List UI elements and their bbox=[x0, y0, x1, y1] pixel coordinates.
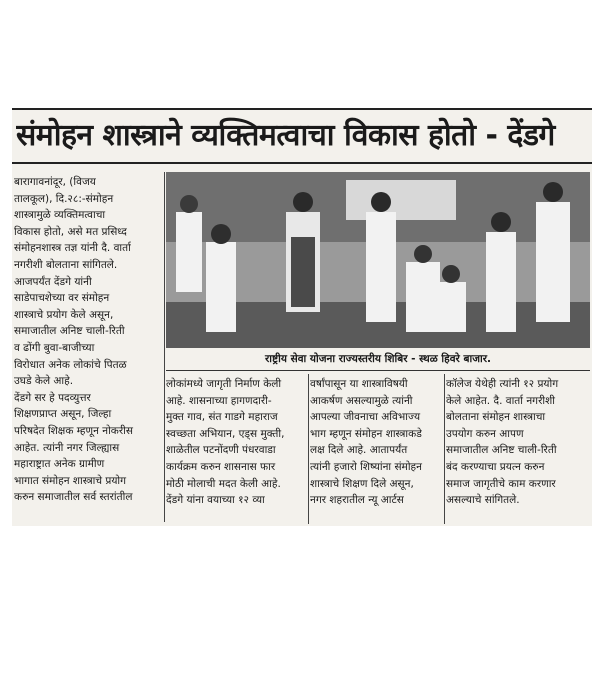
article-text-line: विरोधात अनेक लोकांचे पितळ bbox=[14, 358, 127, 371]
article-text-line: देंडगे सर हे पदव्युत्तर bbox=[14, 391, 91, 404]
article-column-4 bbox=[446, 376, 588, 509]
article-text-line: बंद करण्याचा प्रयत्न करुन bbox=[446, 460, 545, 473]
top-rule bbox=[12, 108, 592, 110]
article-text-line: साडेपाचशेच्या वर संमोहन bbox=[14, 292, 110, 305]
article-text-line: मुक्त गाव, संत गाडगे महाराज bbox=[166, 411, 278, 424]
article-text-line: आहेत. त्यांनी नगर जिल्ह्यास bbox=[14, 441, 120, 454]
article-text-line: समाजातील अनिष्ट चाली-रिती bbox=[446, 444, 557, 457]
article-text-line: शिक्षणप्राप्त असून, जिल्हा bbox=[14, 408, 112, 421]
article-column-1 bbox=[14, 174, 164, 506]
headline: संमोहन शास्त्राने व्यक्तिमत्वाचा विकास होतो - देंडगे bbox=[16, 118, 555, 153]
article-text-line: कॉलेज येथेही त्यांनी १२ प्रयोग bbox=[446, 378, 559, 390]
article-text-line: लोकांमध्ये जागृती निर्माण केली bbox=[166, 378, 282, 390]
article-text-line: समाज जागृतीचे काम करणार bbox=[446, 477, 556, 490]
article-text-line: बोलताना संमोहन शास्त्राचा bbox=[446, 411, 546, 424]
article-text-line: मोठी मोलाची मदत केली आहे. bbox=[166, 477, 281, 490]
article-text-line: केले आहेत. दै. वार्ता नगरीशी bbox=[446, 394, 555, 407]
article-text-line: तालकूल), दि.२८:-संमोहन bbox=[14, 192, 114, 205]
article-text-line: असल्याचे सांगितले. bbox=[446, 494, 520, 507]
article-text-line: समाजातील अनिष्ट चाली-रिती bbox=[14, 325, 125, 338]
article-text-line: त्यांनी हजारो शिष्यांना संमोहन bbox=[310, 460, 422, 473]
article-column-3 bbox=[310, 376, 442, 509]
article-text-line: आपल्या जीवनाचा अविभाज्य bbox=[310, 411, 421, 424]
article-text-line: आजपर्यंत देंडगे यांनी bbox=[14, 275, 92, 288]
article-text-line: व ढोंगी बुवा-बाजीच्या bbox=[14, 341, 95, 354]
newspaper-clipping bbox=[12, 108, 592, 526]
article-text-line: महाराष्ट्रात अनेक ग्रामीण bbox=[14, 458, 105, 471]
article-text-line: करुन समाजातील सर्व स्तरांतील bbox=[14, 491, 133, 504]
photo-caption: राष्ट्रीय सेवा योजना राज्यस्तरीय शिबिर - स्थळ हिवरे बाजार. bbox=[166, 348, 590, 371]
column-divider bbox=[444, 374, 445, 524]
article-text-line: उघडे केले आहे. bbox=[14, 375, 74, 388]
article-text-line: आकर्षण असल्यामुळे त्यांनी bbox=[310, 394, 413, 407]
article-text-line: परिषदेत शिक्षक म्हणून नोकरीस bbox=[14, 424, 133, 437]
column-divider bbox=[164, 172, 165, 522]
article-text-line: शास्त्राचे प्रयोग केले असून, bbox=[14, 308, 114, 321]
article-text-line: नगर शहरातील न्यू आर्टस bbox=[310, 494, 404, 507]
article-text-line: देंडगे यांना वयाच्या १२ व्या bbox=[166, 494, 265, 507]
article-text-line: भाग म्हणून संमोहन शास्त्राकडे bbox=[310, 427, 422, 440]
article-text-line: भागात संमोहन शास्त्राचे प्रयोग bbox=[14, 474, 127, 487]
article-text-line: शास्त्राचे शिक्षण दिले असून, bbox=[310, 477, 414, 490]
article-text-line: उपयोग करुन आपण bbox=[446, 427, 524, 440]
article-text-line: शास्त्रामुळे व्यक्तिमत्वाचा bbox=[14, 209, 106, 222]
article-text-line: वर्षांपासून या शास्त्राविषयी bbox=[310, 378, 408, 390]
article-text-line: कार्यक्रम करुन शासनास फार bbox=[166, 460, 276, 473]
article-column-2 bbox=[166, 376, 306, 509]
article-text-line: शाळेतील पटनोंदणी पंधरवाडा bbox=[166, 444, 276, 457]
article-text-line: बारागावनांदूर, (विजय bbox=[14, 176, 96, 188]
news-photo bbox=[166, 172, 590, 348]
article-text-line: आहे. शासनाच्या हागणदारी- bbox=[166, 394, 272, 407]
article-text-line: नगरीशी बोलताना सांगितले. bbox=[14, 258, 118, 271]
column-divider bbox=[308, 374, 309, 524]
article-text-line: संमोहनशास्त्र तज्ञ यांनी दै. वार्ता bbox=[14, 242, 131, 255]
article-text-line: स्वच्छता अभियान, एड्स मुक्ती, bbox=[166, 427, 285, 440]
article-text-line: लक्ष दिले आहे. आतापर्यंत bbox=[310, 444, 408, 457]
headline-rule bbox=[12, 162, 592, 164]
article-text-line: विकास होतो, असे मत प्रसिध्द bbox=[14, 225, 127, 238]
